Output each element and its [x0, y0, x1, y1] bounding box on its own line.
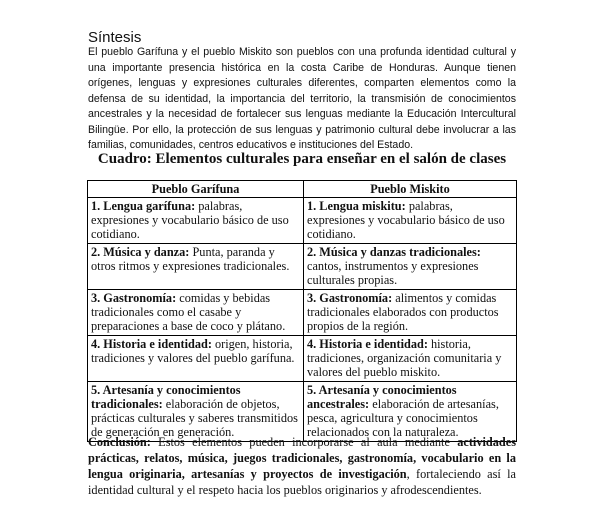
header-miskito: Pueblo Miskito: [304, 181, 517, 198]
cell-text: alimentos y comidas tradicionales elaborados con productos propios de la región.: [307, 291, 499, 333]
conclusion-text-1: Estos elementos pueden incorporarse al aula mediante: [150, 435, 458, 449]
cell-text: palabras, expresiones y vocabulario básico de uso cotidiano.: [307, 199, 505, 241]
cell-label: 2. Música y danzas tradicionales:: [307, 245, 481, 259]
table-cell: [88, 290, 304, 336]
cell-text: comidas y bebidas tradicionales como el casabe y preparaciones a base de coco y plátano.: [91, 291, 286, 333]
table-row: [88, 336, 517, 382]
sintesis-heading: Síntesis: [88, 29, 142, 46]
cell-label: 2. Música y danza:: [91, 245, 190, 259]
table-cell: [304, 382, 517, 442]
cell-text: origen, historia, tradiciones y valores del pueblo garífuna.: [91, 337, 295, 365]
conclusion-bold-text: actividades prácticas, relatos, música, juegos tradicionales, gastronomía, vocabulario en la lengua originaria, artesanías y proyectos de investigación: [88, 435, 516, 481]
sintesis-paragraph: El pueblo Garífuna y el pueblo Miskito son pueblos con una profunda identidad cultural y una importante presencia histórica en la costa Caribe de Honduras. Aunque tienen orígenes, lenguas y expresiones culturales diferentes, comparten elementos como la defensa de su identidad, la importancia del territorio, la transmisión de conocimientos ancestrales y la necesidad de fortalecer sus lenguas mediante la Educación Intercultural Bilingüe. Por ello, la protección de sus lenguas y patrimonio cultural debe involucrar a las familias, comunidades, centros educativos e instituciones del Estado.: [88, 46, 516, 151]
table-cell: [304, 290, 517, 336]
cell-text: elaboración de artesanías, pesca, agricultura y conocimientos relacionados con la naturaleza.: [307, 397, 499, 439]
table-row: [88, 290, 517, 336]
cultural-elements-table: [87, 180, 517, 442]
table-cell: [304, 244, 517, 290]
cell-text: Punta, paranda y otros ritmos y expresiones tradicionales.: [91, 245, 290, 273]
cell-text: historia, tradiciones, organización comunitaria y valores del pueblo miskito.: [307, 337, 502, 379]
table-cell: [304, 336, 517, 382]
header-garifuna: Pueblo Garífuna: [88, 181, 304, 198]
conclusion-paragraph: [88, 434, 516, 498]
conclusion-text-2: , fortaleciendo así la identidad cultural y el respeto hacia los pueblos originarios y afrodescendientes.: [88, 467, 516, 497]
cell-label: 1. Lengua miskitu:: [307, 199, 406, 213]
cell-text: cantos, instrumentos y expresiones culturales propias.: [307, 259, 479, 287]
table-row: [88, 382, 517, 442]
table-cell: [88, 244, 304, 290]
cell-label: 4. Historia e identidad:: [91, 337, 212, 351]
table-cell: [88, 382, 304, 442]
cell-label: 5. Artesanía y conocimientos ancestrales:: [307, 383, 457, 411]
table-row: [88, 244, 517, 290]
table-title: Cuadro: Elementos culturales para enseñar en el salón de clases: [97, 151, 507, 167]
cell-label: 5. Artesanía y conocimientos tradicionales:: [91, 383, 241, 411]
cell-label: 3. Gastronomía:: [91, 291, 177, 305]
conclusion-label: Conclusión:: [88, 435, 151, 449]
cell-text: palabras, expresiones y vocabulario básico de uso cotidiano.: [91, 199, 289, 241]
table-row: [88, 198, 517, 244]
cell-label: 4. Historia e identidad:: [307, 337, 428, 351]
cell-label: 3. Gastronomía:: [307, 291, 393, 305]
table-cell: [304, 198, 517, 244]
cell-text: elaboración de objetos, prácticas culturales y saberes transmitidos de generación en generación.: [91, 397, 298, 439]
table-cell: [88, 198, 304, 244]
cell-label: 1. Lengua garífuna:: [91, 199, 196, 213]
table-cell: [88, 336, 304, 382]
table-header-row: [88, 181, 517, 198]
